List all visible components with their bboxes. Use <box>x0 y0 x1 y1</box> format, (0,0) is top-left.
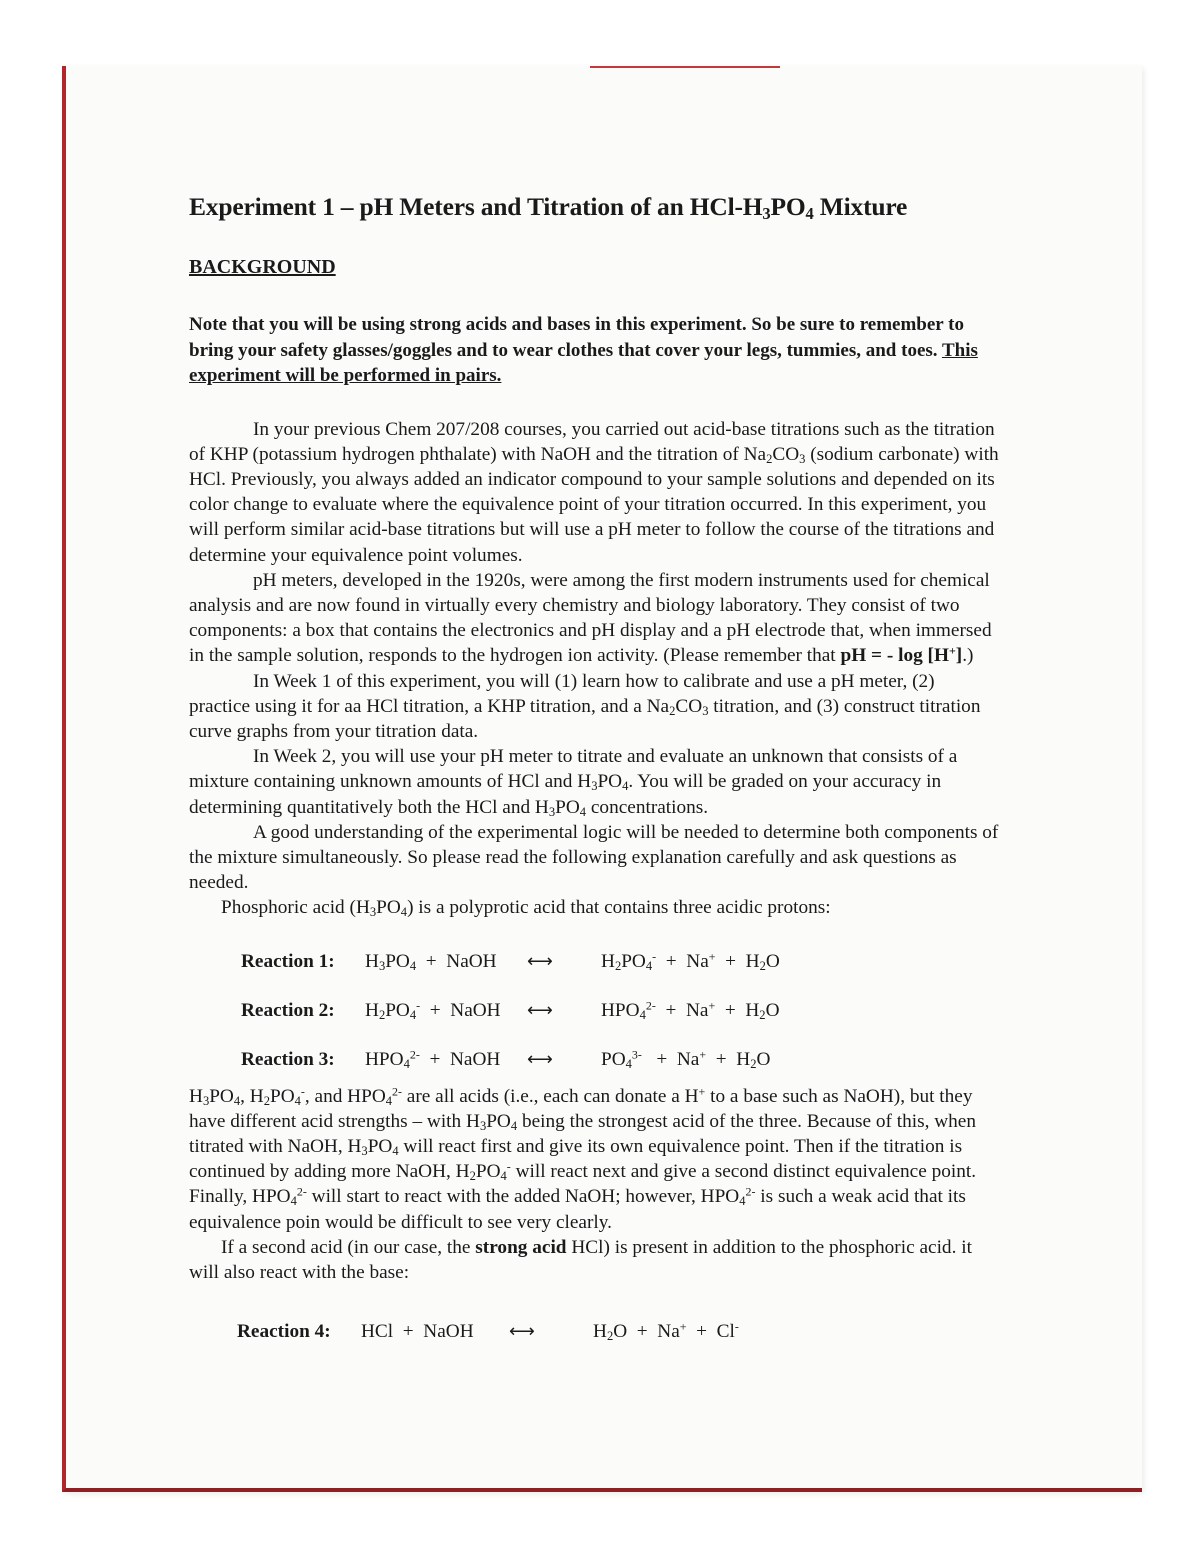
reaction-row-hcl <box>237 1307 999 1356</box>
reaction-row <box>241 937 999 986</box>
pairs-notice: This experiment will be performed in pairs. <box>189 339 978 386</box>
reaction-list <box>241 937 999 1084</box>
paragraph-second-acid: If a second acid (in our case, the strong acid HCl) is present in addition to the phosphoric acid. it will also react with the base: <box>189 1236 972 1283</box>
reaction-reactants: $HPO_4^{2-}$ + NaOH <box>365 1046 501 1071</box>
background-heading: BACKGROUND <box>189 256 336 278</box>
reaction-row <box>241 986 999 1035</box>
reaction-label: Reaction 3: <box>241 1048 335 1070</box>
safety-note <box>189 312 979 389</box>
paragraph-week-2: In Week 2, you will use your pH meter to titrate and evaluate an unknown that consists of a mixture containing unknown amounts of HCl and $H_3PO_4$. You will be graded on your accuracy in determining quantitatively both the HCl and $H_3PO_4$ concentrations. <box>189 746 958 819</box>
reaction-row <box>241 1035 999 1084</box>
safety-note-text: Note that you will be using strong acids and bases in this experiment. So be sure to remember to bring your safety glasses/goggles and to wear clothes that cover your legs, tummies, and toes. <box>189 314 964 361</box>
reaction-label: Reaction 4: <box>237 1321 331 1343</box>
paragraph-phosphoric-acid: Phosphoric acid $(H_3PO_4)$ is a polyprotic acid that contains three acidic protons: <box>221 897 831 920</box>
reaction-products: $H_2PO_4^- + Na^+ + H_2O$ <box>601 948 780 973</box>
reaction-reactants: $H_3PO_4$ + NaOH <box>365 950 497 973</box>
equilibrium-arrow-icon: ⟷ <box>527 999 553 1021</box>
equilibrium-arrow-icon: ⟷ <box>509 1321 535 1343</box>
paragraph-acid-strengths: $H_3PO_4$, $H_2PO_4^-$, and $HPO_4^{2-}$ are all acids (i.e., each can donate a H+ to a base such as NaOH), but they have different acid strengths – with $H_3PO_4$ being the strongest acid of the three. Because of this, when titrated with NaOH, $H_3PO_4$ will react first and give its own equivalence point. Then if the titration is continued by adding more NaOH, $H_2PO_4^-$ will react next and give a second distinct equivalence point. Finally, $HPO_4^{2-}$ will start to react with the added NaOH; however, $HPO_4^{2-}$ is such a weak acid that its equivalence poin would be difficult to see very clearly. <box>189 1083 977 1233</box>
reaction-label: Reaction 1: <box>241 950 335 972</box>
reaction-products: $H_2O + Na^+ + Cl^-$ <box>593 1319 739 1344</box>
reaction-label: Reaction 2: <box>241 999 335 1021</box>
reaction-products: $HPO_4^{2-} + Na^+ + H_2O$ <box>601 997 780 1022</box>
paper-top-edge-mark <box>590 66 780 68</box>
paragraph-ph-meters: pH meters, developed in the 1920s, were among the first modern instruments used for chemical analysis and are now found in virtually every chemistry and biology laboratory. They consist of two components: a box that contains the electronics and pH display and a pH electrode that, when immersed in the sample solution, responds to the hydrogen ion activity. (Please remember that pH = - log [H+].) <box>189 569 992 667</box>
reaction-reactants: HCl + NaOH <box>361 1321 474 1343</box>
document-title: Experiment 1 – pH Meters and Titration of an HCl-$H_3PO_4$ Mixture <box>189 192 908 224</box>
paragraph-week-1: In Week 1 of this experiment, you will (1) learn how to calibrate and use a pH meter, (2) practice using it for aa HCl titration, a KHP titration, and a $Na_2CO_3$ titration, and (3) construct titration curve graphs from your titration data. <box>189 670 981 742</box>
equilibrium-arrow-icon: ⟷ <box>527 1048 553 1070</box>
document-content <box>189 192 999 1356</box>
reaction-products: $PO_4^{3-} + Na^+ + H_2O$ <box>601 1046 771 1071</box>
equilibrium-arrow-icon: ⟷ <box>527 950 553 972</box>
paragraph-previous-courses: In your previous Chem 207/208 courses, you carried out acid-base titrations such as the titration of KHP (potassium hydrogen phthalate) with NaOH and the titration of $Na_2CO_3$ (sodium carbonate) with HCl. Previously, you always added an indicator compound to your sample solutions and depended on its color change to evaluate where the equivalence point of your titration occurred. In this experiment, you will perform similar acid-base titrations but will use a pH meter to follow the course of the titrations and determine your equivalence point volumes. <box>189 418 999 566</box>
reaction-reactants: $H_2PO_4^-$ + NaOH <box>365 997 501 1022</box>
paragraph-experimental-logic: A good understanding of the experimental logic will be needed to determine both components of the mixture simultaneously. So please read the following explanation carefully and ask questions as needed. <box>189 821 999 894</box>
